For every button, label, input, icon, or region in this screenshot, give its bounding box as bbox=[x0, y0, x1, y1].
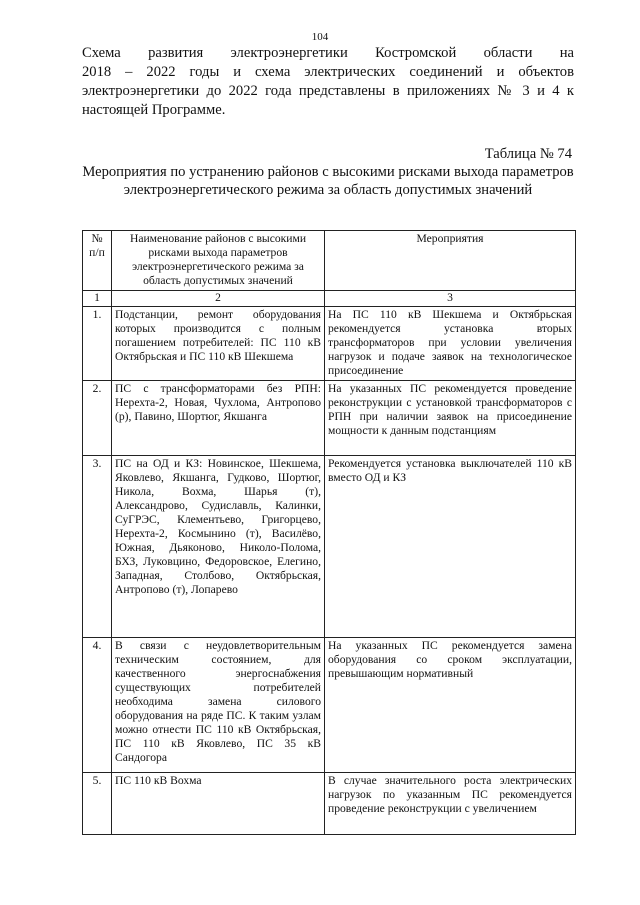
row-measures: На указанных ПС рекомендуется проведение реконструкции с установкой трансформаторов с РПН при наличии заявок на присоединение мощности к данным подстанциям bbox=[325, 381, 576, 456]
row-area: Подстанции, ремонт оборудования которых производится с полным погашением потребителей: ПС 110 кВ Октябрьская и ПС 110 кВ Шекшема bbox=[112, 307, 325, 381]
row-num: 4. bbox=[83, 638, 112, 773]
row-num: 2. bbox=[83, 381, 112, 456]
intro-line: настоящей Программе. bbox=[82, 102, 226, 118]
row-measures: На указанных ПС рекомендуется замена оборудования со сроком эксплуатации, превышающим нормативный bbox=[325, 638, 576, 773]
row-num: 3. bbox=[83, 456, 112, 638]
table-row bbox=[83, 381, 576, 456]
row-area: В связи с неудовлетворительным техническим состоянием, для качественного энергоснабжения существующих потребителей необходима замена силового оборудования на ряде ПС. К таким узлам можно отнести ПС 110 кВ Октябрьская, ПС 110 кВ Яковлево, ПС 35 кВ Сандогора bbox=[112, 638, 325, 773]
row-area: ПС на ОД и КЗ: Новинское, Шекшема, Яковлево, Якшанга, Гудково, Шортюг, Никола, Вохма, Шарья (т), Александрово, Судиславль, Калинки, СуГРЭС, Клементьево, Григорцево, Нерехта-2, Космынино (т), Василёво, Южная, Дьяконово, Николо-Полома, БХЗ, Луковцино, Федоровское, Елегино, Западная, Столбово, Октябрьская, Антропово (т), Лопарево bbox=[112, 456, 325, 638]
row-measures: На ПС 110 кВ Шекшема и Октябрьская рекомендуется установка вторых трансформаторов при условии увеличения нагрузок и подаче заявок на технологическое присоединение bbox=[325, 307, 576, 381]
table-label: Таблица № 74 bbox=[484, 146, 572, 162]
table-row bbox=[83, 456, 576, 638]
table-title: Мероприятия по устранению районов с высокими рисками выхода параметров электроэнергетического режима за область допустимых значений bbox=[82, 164, 574, 198]
intro-line: электроэнергетики до 2022 года представлены в приложениях № 3 и 4 к bbox=[82, 83, 574, 99]
row-area: ПС 110 кВ Вохма bbox=[112, 773, 325, 835]
table-row bbox=[83, 638, 576, 773]
row-area: ПС с трансформаторами без РПН: Нерехта-2, Новая, Чухлома, Антропово (р), Павино, Шортюг, Якшанга bbox=[112, 381, 325, 456]
intro-paragraph bbox=[82, 44, 574, 120]
intro-line: Схема развития электроэнергетики Костромской области на bbox=[82, 45, 574, 61]
row-num: 5. bbox=[83, 773, 112, 835]
table-row bbox=[83, 773, 576, 835]
row-measures: Рекомендуется установка выключателей 110 кВ вместо ОД и КЗ bbox=[325, 456, 576, 638]
column-number: 3 bbox=[325, 291, 576, 307]
header-num: № п/п bbox=[83, 231, 112, 291]
page-number: 104 bbox=[311, 31, 329, 43]
column-number-row bbox=[83, 291, 576, 307]
header-measures: Мероприятия bbox=[325, 231, 576, 291]
header-area: Наименование районов с высокими рисками выхода параметров электроэнергетического режима за область допустимых значений bbox=[112, 231, 325, 291]
measures-table bbox=[82, 230, 576, 835]
column-number: 1 bbox=[83, 291, 112, 307]
table-header-row bbox=[83, 231, 576, 291]
intro-line: 2018 – 2022 годы и схема электрических соединений и объектов bbox=[82, 64, 574, 80]
table-row bbox=[83, 307, 576, 381]
row-measures: В случае значительного роста электрических нагрузок по указанным ПС рекомендуется проведение реконструкции с увеличением bbox=[325, 773, 576, 835]
row-num: 1. bbox=[83, 307, 112, 381]
column-number: 2 bbox=[112, 291, 325, 307]
